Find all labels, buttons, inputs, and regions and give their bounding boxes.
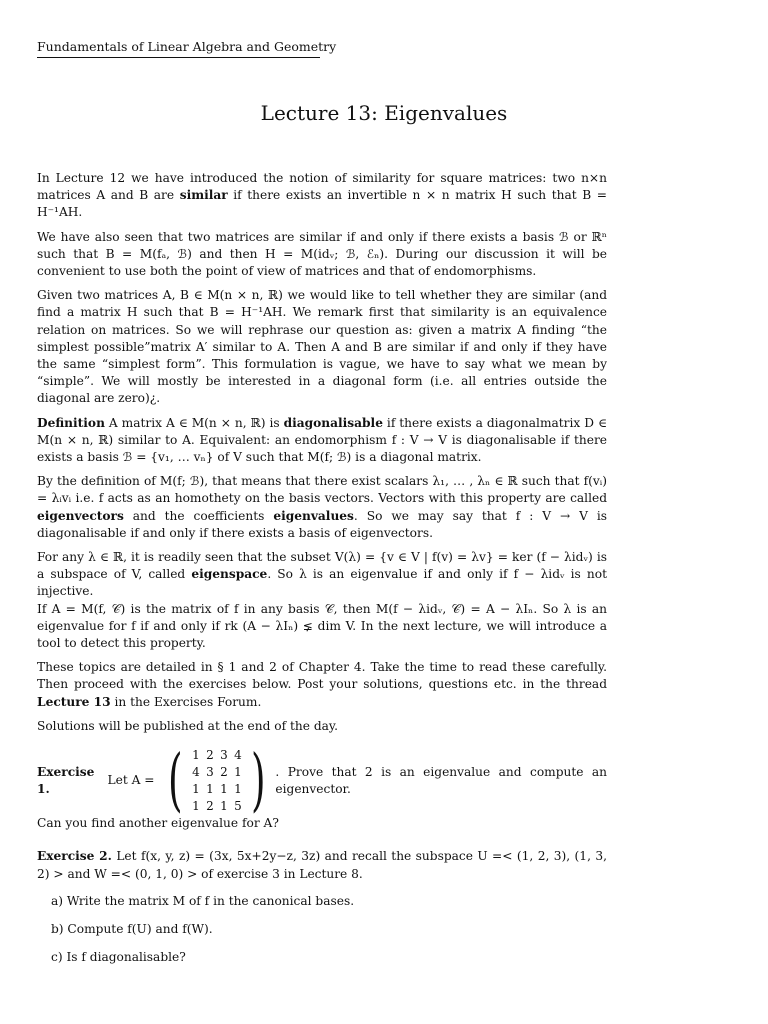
text: . So λ is an eigenvalue if and only if f − λidᵥ is not injective. [37,567,607,599]
exercise-1-followup: Can you find another eigenvalue for A? [37,816,279,831]
paragraph-rank: If A = M(f, 𝒞) is the matrix of f in any basis 𝒞, then M(f − λidᵥ, 𝒞) = A − λIₙ. So λ is an eigenvalue for f if and only if rk (A − λIₙ) ⪇ dim V. In the next lecture, we will introduce a tool to detect this property. [37,601,607,651]
text: For any λ ∈ ℝ, it is readily seen that the subset V(λ) = {v ∈ V | f(v) = λv} = ker (f − λidᵥ) is a subspace of V, called [37,550,607,582]
matrix-cell: 5 [234,799,242,814]
text: if there exists an invertible n × n matrix H such that B = H⁻¹AH. [37,188,607,220]
matrix-cell: 1 [206,782,214,797]
exercise-2 [37,848,607,882]
definition-label: Definition [37,415,105,430]
text: Let A = [103,773,159,788]
matrix-cell: 1 [234,765,242,780]
matrix-cell: 1 [220,799,228,814]
text: and the coefficients [123,508,274,523]
lecture-body [37,170,607,977]
right-paren: ) [250,741,266,821]
term-eigenvalues: eigenvalues [273,508,354,523]
matrix-cell: 2 [206,799,214,814]
matrix-cell: 3 [206,765,214,780]
text: Let f(x, y, z) = (3x, 5x+2y−z, 3z) and recall the subspace U =< (1, 2, 3), (1, 3, 2) > and W =< (0, 1, 0) > of exercise 3 in Lecture 8. [37,849,607,881]
paragraph-simplest-form: Given two matrices A, B ∈ M(n × n, ℝ) we would like to tell whether they are similar (and find a matrix H such that B = H⁻¹AH. We remark first that similarity is an equivalence relation on matrices. So we will rephrase our question as: given a matrix A finding “the simplest possible”matrix A′ similar to A. Then A and B are similar if and only if they have the same “simplest form”. This formulation is vague, we have to say what we mean by “simple”. We will mostly be interested in a diagonal form (i.e. all entries outside the diagonal are zero)¿. [37,288,607,406]
text: A matrix A ∈ M(n × n, ℝ) is [104,415,284,430]
paragraph-eigenvectors [37,473,607,542]
text: . So we may say that f : V → V is diagonalisable if and only if there exists a basis of eigenvectors. [37,508,607,540]
text: These topics are detailed in § 1 and 2 of Chapter 4. Take the time to read these carefully. Then proceed with the exercises below. Post your solutions, questions etc. in the thread [37,660,607,692]
matrix-cell: 1 [234,782,242,797]
text: By the definition of M(f; ℬ), that means that there exist scalars λ₁, … , λₙ ∈ ℝ such that f(vᵢ) = λᵢvᵢ i.e. f acts as an homothety on the basis vectors. Vectors with this property are called [37,474,607,506]
paragraph-instructions [37,659,607,711]
matrix-a [162,741,271,821]
page-title: Lecture 13: Eigenvalues [260,101,508,125]
forum-thread-name: Lecture 13 [37,694,111,709]
text: . Prove that 2 is an eigenvalue and compute an eigenvector. [275,764,607,797]
matrix-cell: 1 [192,782,200,797]
paragraph-basis: We have also seen that two matrices are similar if and only if there exists a basis ℬ or ℝⁿ such that B = M(fₐ, ℬ) and then H = M(idᵥ; ℬ, ℰₙ). During our discussion it will be convenient to use both the point of view of matrices and that of endomorphisms. [37,229,607,279]
matrix-cell: 1 [220,782,228,797]
matrix-cell: 1 [192,748,200,763]
matrix-cell: 2 [206,748,214,763]
matrix-cell: 2 [220,765,228,780]
paragraph-eigenspace [37,549,607,601]
paragraph-solutions-note: Solutions will be published at the end of the day. [37,718,339,733]
exercise-1-label: Exercise 1. [37,764,95,797]
term-diagonalisable: diagonalisable [283,415,383,430]
exercise-2-label: Exercise 2. [37,849,112,864]
paragraph-similarity [37,170,607,222]
matrix-entries [189,747,245,815]
term-similar: similar [179,188,228,203]
left-paren: ( [168,741,183,821]
exercise-1 [37,741,607,821]
text: In Lecture 12 we have introduced the notion of similarity for square matrices: two n×n matrices A and B are [37,171,607,203]
list-item: c) Is f diagonalisable? [51,950,186,965]
exercise-2-items [37,893,607,967]
matrix-cell: 3 [220,748,228,763]
term-eigenvectors: eigenvectors [37,508,124,523]
running-header: Fundamentals of Linear Algebra and Geometry [37,39,320,58]
term-eigenspace: eigenspace [191,567,268,582]
matrix-cell: 4 [192,765,200,780]
list-item: b) Compute f(U) and f(W). [51,921,213,936]
matrix-cell: 1 [192,799,200,814]
text: if there exists a diagonalmatrix D ∈ M(n × n, ℝ) similar to A. Equivalent: an endomorphism f : V → V is diagonalisable if there exists a basis ℬ = {v₁, … vₙ} of V such that M(f; ℬ) is a diagonal matrix. [37,415,607,465]
list-item: a) Write the matrix M of f in the canonical bases. [51,893,355,908]
matrix-cell: 4 [234,748,242,763]
paragraph-definition [37,415,607,467]
text: in the Exercises Forum. [110,694,262,709]
